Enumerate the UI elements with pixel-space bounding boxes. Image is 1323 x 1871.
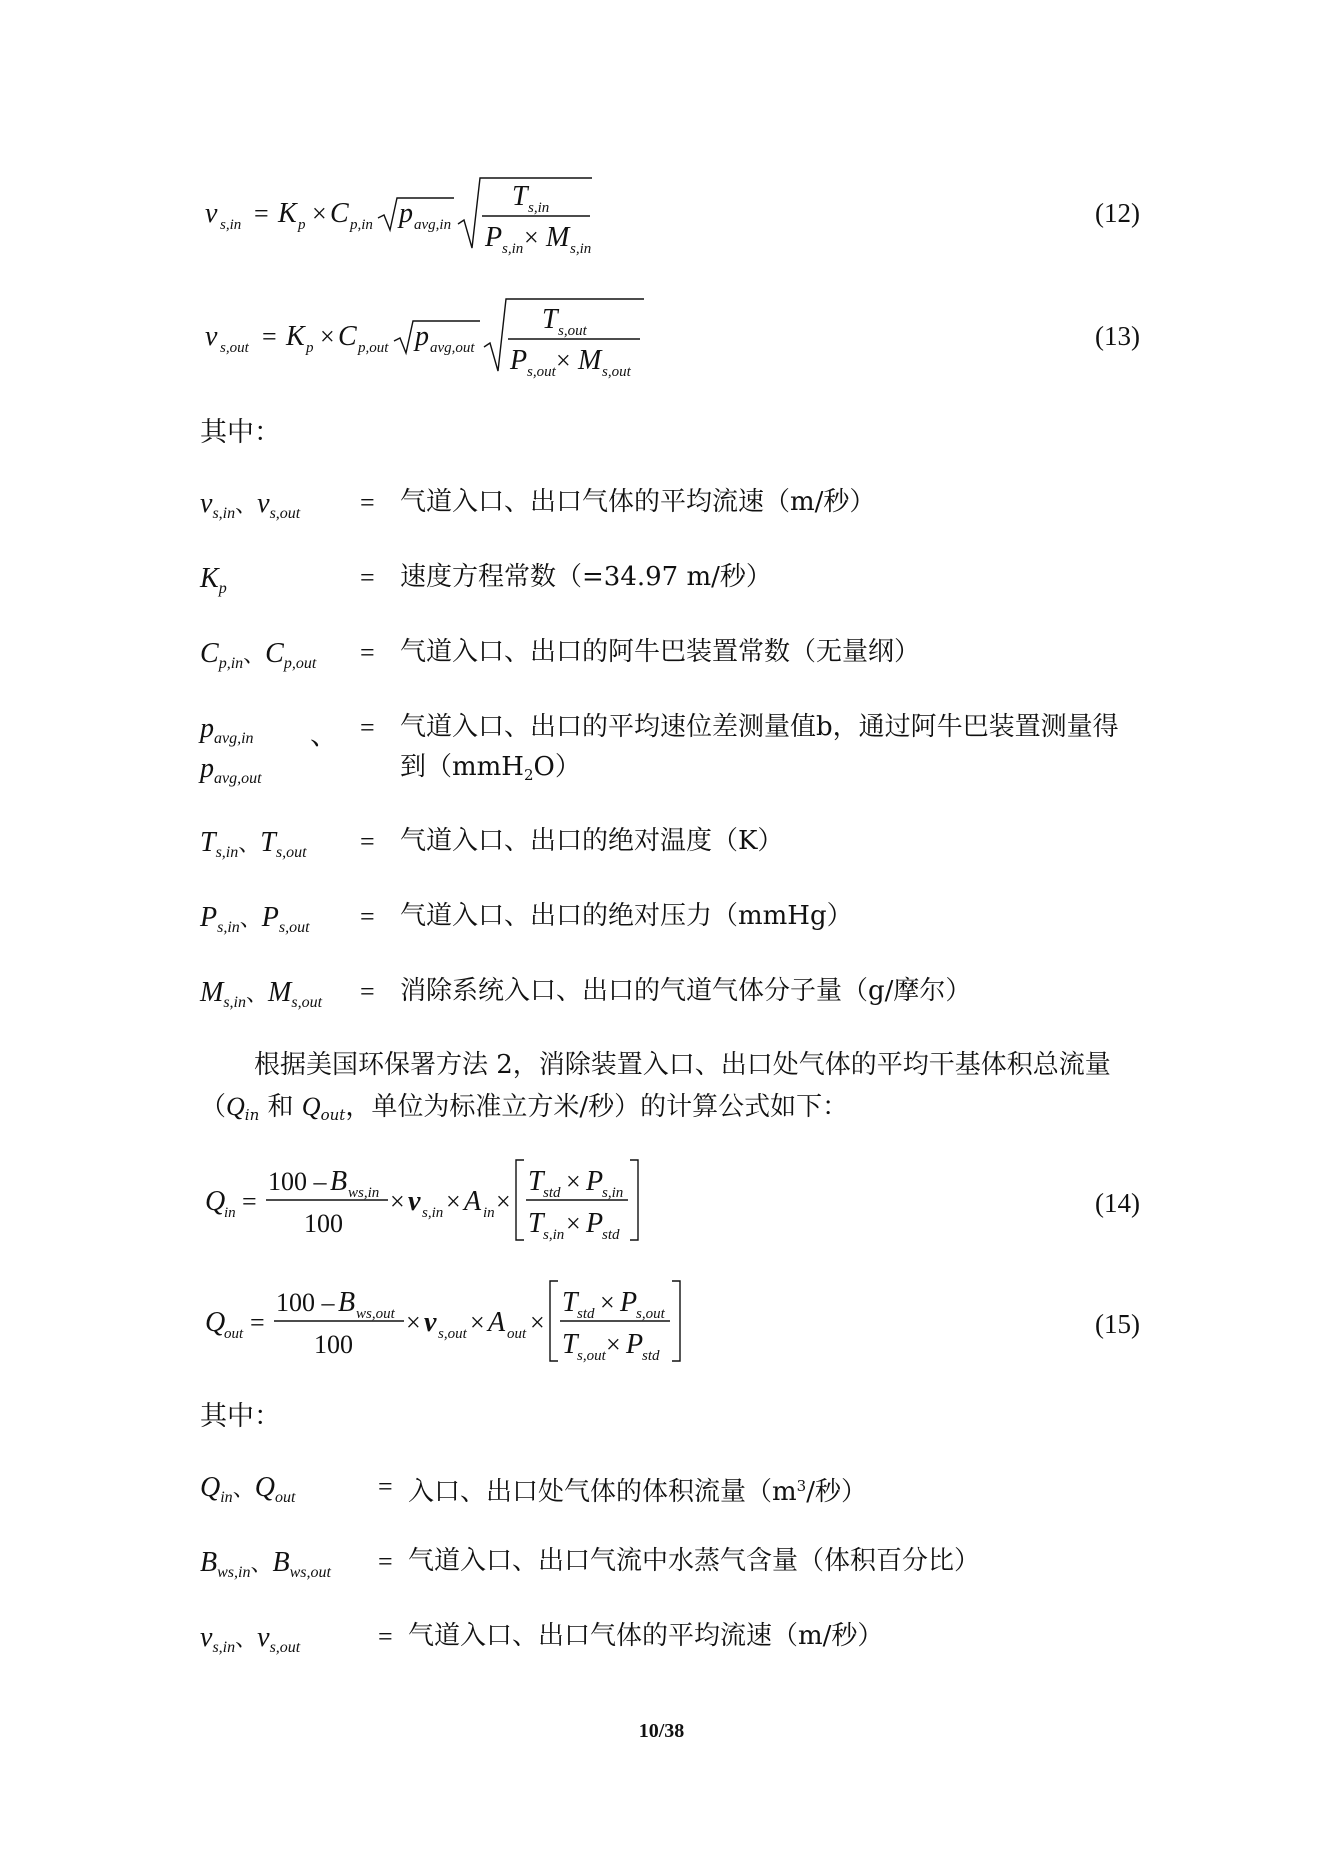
svg-text:×: ×	[566, 1209, 581, 1238]
svg-text:p: p	[306, 340, 314, 356]
svg-text:v: v	[408, 1186, 421, 1217]
svg-text:avg,in: avg,in	[414, 217, 452, 233]
svg-text:P: P	[586, 1208, 604, 1239]
svg-text:100: 100	[304, 1209, 343, 1238]
svg-text:s,out: s,out	[558, 323, 587, 339]
svg-text:C: C	[338, 321, 357, 352]
svg-text:T: T	[562, 1329, 578, 1360]
svg-text:s,out: s,out	[220, 340, 249, 356]
definition-description: 气道入口、出口的平均速位差测量值b，通过阿牛巴装置测量得 到（mmH$_2$O）	[400, 712, 1119, 784]
svg-text:p: p	[298, 217, 306, 233]
svg-text:×: ×	[446, 1187, 461, 1216]
equation-13-number: (13)	[1095, 321, 1140, 351]
where-heading-2: 其中：	[200, 1401, 281, 1432]
svg-text:p,in: p,in	[350, 217, 373, 233]
svg-text:v: v	[205, 321, 218, 352]
definition-description: 气道入口、出口气体的平均流速（m/秒）	[400, 487, 876, 517]
svg-text:Q: Q	[205, 1307, 226, 1338]
definition-description: 消除系统入口、出口的气道气体分子量（g/摩尔）	[400, 976, 972, 1006]
svg-text:=: =	[254, 199, 269, 228]
svg-text:A: A	[464, 1186, 482, 1217]
svg-text:A: A	[488, 1307, 506, 1338]
svg-text:=: =	[262, 322, 277, 351]
svg-text:B: B	[330, 1166, 348, 1197]
svg-text:std: std	[602, 1227, 620, 1243]
equation-15-formula	[200, 1273, 800, 1373]
definition-symbol: $K_p$	[200, 563, 227, 597]
definition-description: 速度方程常数（=34.97 m/秒）	[400, 562, 772, 592]
svg-text:C: C	[330, 198, 349, 229]
definition-symbol: $p_{avg,in}$	[200, 713, 254, 747]
svg-text:s,out: s,out	[602, 364, 631, 380]
equation-14-number: (14)	[1095, 1188, 1140, 1218]
svg-text:p: p	[399, 198, 413, 229]
svg-text:K: K	[286, 321, 305, 352]
definition-description: 气道入口、出口气流中水蒸气含量（体积百分比）	[408, 1546, 981, 1576]
svg-text:×: ×	[566, 1167, 581, 1196]
svg-text:Q: Q	[205, 1186, 226, 1217]
svg-text:std: std	[642, 1348, 660, 1364]
definition-description: 气道入口、出口的阿牛巴装置常数（无量纲）	[400, 637, 921, 667]
svg-text:×: ×	[524, 223, 539, 252]
svg-text:T: T	[542, 304, 558, 335]
svg-text:std: std	[543, 1185, 561, 1201]
svg-text:100: 100	[314, 1330, 353, 1359]
definition-symbol: $Q_{in}$、$Q_{out}$	[200, 1472, 296, 1506]
svg-text:T: T	[512, 181, 528, 212]
svg-text:P: P	[620, 1287, 638, 1318]
svg-text:×: ×	[606, 1330, 621, 1359]
definition-symbol: $v_{s,in}$、$v_{s,out}$	[200, 488, 301, 522]
svg-text:p: p	[415, 321, 429, 352]
svg-text:s,in: s,in	[422, 1205, 444, 1221]
equation-15-number: (15)	[1095, 1309, 1140, 1339]
svg-text:×: ×	[470, 1308, 485, 1337]
svg-text:out: out	[507, 1326, 527, 1342]
svg-text:s,out: s,out	[438, 1326, 467, 1342]
definition-symbol: $v_{s,in}$、$v_{s,out}$	[200, 1622, 301, 1656]
equation-15	[200, 1273, 1140, 1373]
svg-text:×: ×	[496, 1187, 511, 1216]
svg-text:T: T	[528, 1208, 544, 1239]
svg-text:s,in: s,in	[528, 200, 550, 216]
svg-text:×: ×	[556, 346, 571, 375]
definition-description: 气道入口、出口气体的平均流速（m/秒）	[408, 1621, 884, 1651]
definition-symbol: $C_{p,in}$、$C_{p,out}$	[200, 638, 317, 672]
svg-text:std: std	[577, 1306, 595, 1322]
svg-text:×: ×	[600, 1288, 615, 1317]
svg-text:×: ×	[320, 322, 335, 351]
svg-text:ws,in: ws,in	[348, 1185, 380, 1201]
svg-text:×: ×	[312, 199, 327, 228]
svg-text:100 –: 100 –	[268, 1167, 327, 1196]
equation-13	[200, 283, 1140, 383]
definition-symbol-2: $p_{avg,out}$	[200, 753, 262, 787]
svg-text:p,out: p,out	[358, 340, 389, 356]
definition-symbol: $M_{s,in}$、$M_{s,out}$	[200, 977, 323, 1011]
svg-text:T: T	[562, 1287, 578, 1318]
definition-symbol: $P_{s,in}$、$P_{s,out}$	[200, 902, 310, 936]
svg-text:ws,out: ws,out	[356, 1306, 395, 1322]
svg-text:100 –: 100 –	[276, 1288, 335, 1317]
svg-text:v: v	[424, 1307, 437, 1338]
svg-text:M: M	[578, 345, 602, 376]
svg-text:×: ×	[530, 1308, 545, 1337]
equation-14	[200, 1152, 1140, 1252]
svg-text:P: P	[510, 345, 528, 376]
svg-text:M: M	[546, 222, 570, 253]
svg-text:=: =	[250, 1308, 265, 1337]
svg-text:×: ×	[406, 1308, 421, 1337]
definition-symbol: $B_{ws,in}$、$B_{ws,out}$	[200, 1547, 331, 1581]
equation-12-formula	[200, 160, 820, 260]
definition-symbol: $T_{s,in}$、$T_{s,out}$	[200, 827, 307, 861]
svg-text:avg,out: avg,out	[430, 340, 475, 356]
svg-text:K: K	[278, 198, 297, 229]
svg-text:s,out: s,out	[636, 1306, 665, 1322]
svg-text:out: out	[224, 1326, 244, 1342]
svg-text:s,out: s,out	[577, 1348, 606, 1364]
svg-text:s,in: s,in	[543, 1227, 565, 1243]
page-number: 10/38	[638, 1720, 685, 1742]
svg-text:P: P	[485, 222, 503, 253]
definition-description: 气道入口、出口的绝对压力（mmHg）	[400, 901, 853, 931]
svg-text:P: P	[626, 1329, 644, 1360]
where-heading-1: 其中：	[200, 417, 281, 448]
definition-separator: 、	[310, 720, 339, 751]
equation-14-formula	[200, 1152, 760, 1252]
svg-text:=: =	[242, 1187, 257, 1216]
svg-text:s,in: s,in	[570, 241, 592, 257]
svg-text:s,out: s,out	[527, 364, 556, 380]
svg-text:×: ×	[390, 1187, 405, 1216]
equation-13-formula	[200, 283, 860, 383]
definition-description: 气道入口、出口的绝对温度（K）	[400, 826, 784, 856]
equation-12	[200, 160, 1140, 260]
svg-text:s,in: s,in	[220, 217, 242, 233]
svg-text:s,in: s,in	[502, 241, 524, 257]
equation-12-number: (12)	[1095, 198, 1140, 228]
definition-pavg: $p_{avg,in}$ 、 $p_{avg,out}$ = 气道入口、出口的平均速位差测量值b，通过阿牛巴装置测量得 到（mmH$_2$O）	[200, 713, 1140, 793]
svg-text:P: P	[586, 1166, 604, 1197]
svg-text:s,in: s,in	[602, 1185, 624, 1201]
svg-text:B: B	[338, 1287, 356, 1318]
svg-text:v: v	[205, 198, 218, 229]
svg-text:in: in	[483, 1205, 495, 1221]
svg-text:in: in	[224, 1205, 236, 1221]
body-paragraph: 根据美国环保署方法 2，消除装置入口、出口处气体的平均干基体积总流量（$Q_{in}$ 和 $Q_{out}$，单位为标准立方米/秒）的计算公式如下：	[200, 1050, 1111, 1124]
svg-text:T: T	[528, 1166, 544, 1197]
definition-description: 入口、出口处气体的体积流量（$m^3/$秒）	[408, 1477, 867, 1507]
